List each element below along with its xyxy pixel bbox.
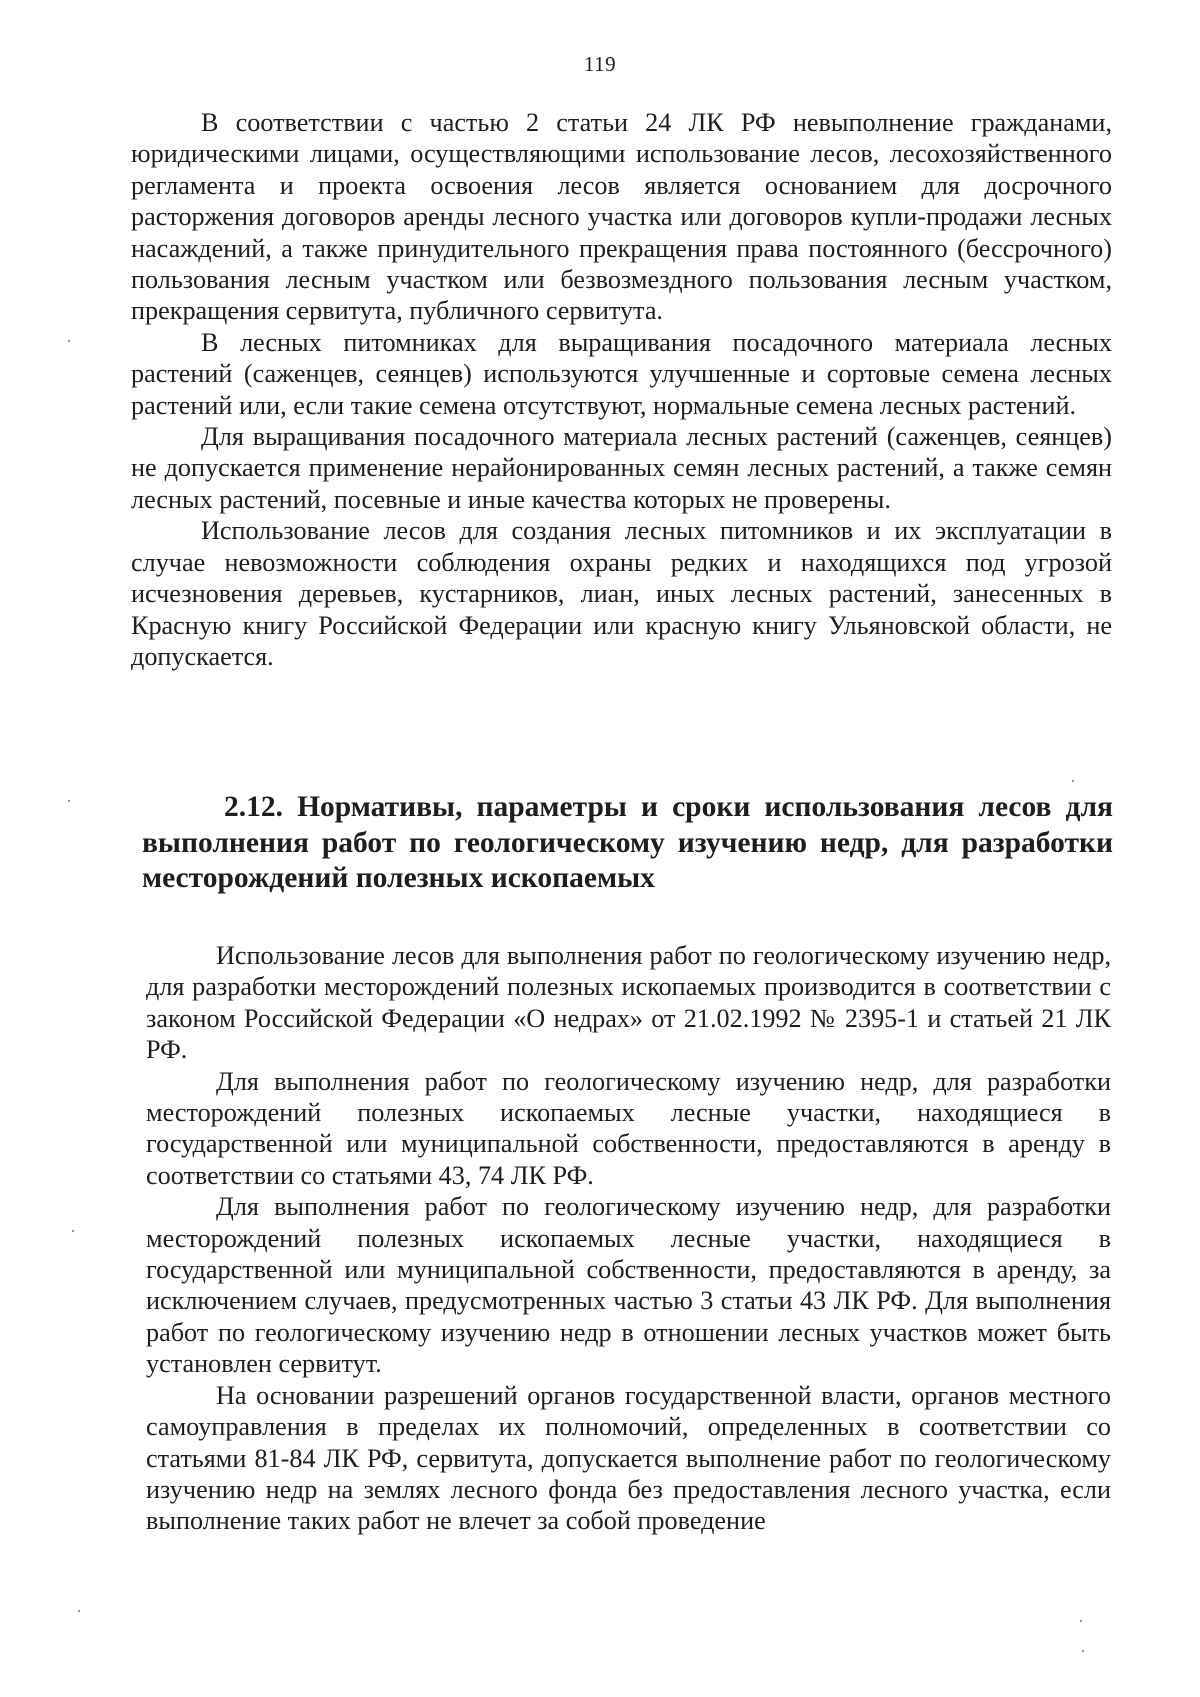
paragraph-lease-articles: Для выполнения работ по геологическому изучению недр, для разработки месторождений полезных ископаемых лесные участки, находящиеся в государственной или муниципальной собственности, предоставляются в аренду в соответствии со статьями 43, 74 ЛК РФ. [146,1066,1111,1190]
paragraph-nursery-seeds: В лесных питомниках для выращивания посадочного материала лесных растений (саженцев, сеянцев) используются улучшенные и сортовые семена лесных растений или, если такие семена отсутствуют, нормальные семена лесных растений. [131,327,1112,420]
scan-speck [78,1610,80,1612]
paragraph-lease-exceptions: Для выполнения работ по геологическому изучению недр, для разработки месторождений полезных ископаемых лесные участки, находящиеся в государственной или муниципальной собственности, предоставляются в аренду, за исключением случаев, предусмотренных частью 3 статьи 43 ЛК РФ. Для выполнения работ по геологическому изучению недр в отношении лесных участков может быть установлен сервитут. [146,1192,1111,1379]
paragraph-permits: На основании разрешений органов государственной власти, органов местного самоуправления в пределах их полномочий, определенных в соответствии со статьями 81-84 ЛК РФ, сервитута, допускается выполнение работ по геологическому изучению недр на землях лесного фонда без предоставления лесного участка, если выполнение таких работ не влечет за собой проведение [146,1380,1111,1536]
page-number: 119 [583,52,617,76]
paragraph-lease-termination: В соответствии с частью 2 статьи 24 ЛК РФ невыполнение гражданами, юридическими лицами, осуществляющими использование лесов, лесохозяйственного регламента и проекта освоения лесов является основанием для досрочного расторжения договоров аренды лесного участка или договоров купли-продажи лесных насаждений, а также принудительного прекращения права постоянного (бессрочного) пользования лесным участком или безвозмездного пользования лесным участком, прекращения сервитута, публичного сервитута. [131,108,1112,326]
section-heading: 2.12. Нормативы, параметры и сроки использования лесов для выполнения работ по геологическому изучению недр, для разработки месторождений полезных ископаемых [142,791,1113,894]
scan-speck [68,340,70,342]
paragraph-subsoil-law: Использование лесов для выполнения работ по геологическому изучению недр, для разработки месторождений полезных ископаемых производится в соответствии с законом Российской Федерации «О недрах» от 21.02.1992 № 2395-1 и статьей 21 ЛК РФ. [146,941,1111,1065]
body-text-top [131,107,1112,672]
body-text-bottom [146,940,1111,1537]
scan-speck [72,1230,74,1232]
scan-speck [68,800,70,802]
scan-speck [1072,780,1074,782]
paragraph-red-book: Использование лесов для создания лесных питомников и их эксплуатации в случае невозможности соблюдения охраны редких и находящихся под угрозой исчезновения деревьев, кустарников, лиан, иных лесных растений, занесенных в Красную книгу Российской Федерации или красную книгу Ульяновской области, не допускается. [131,516,1112,671]
scan-speck [1080,1620,1082,1622]
paragraph-seed-restrictions: Для выращивания посадочного материала лесных растений (саженцев, сеянцев) не допускается применение нерайонированных семян лесных растений, а также семян лесных растений, посевные и иные качества которых не проверены. [131,422,1112,514]
scan-speck [1082,1650,1084,1652]
